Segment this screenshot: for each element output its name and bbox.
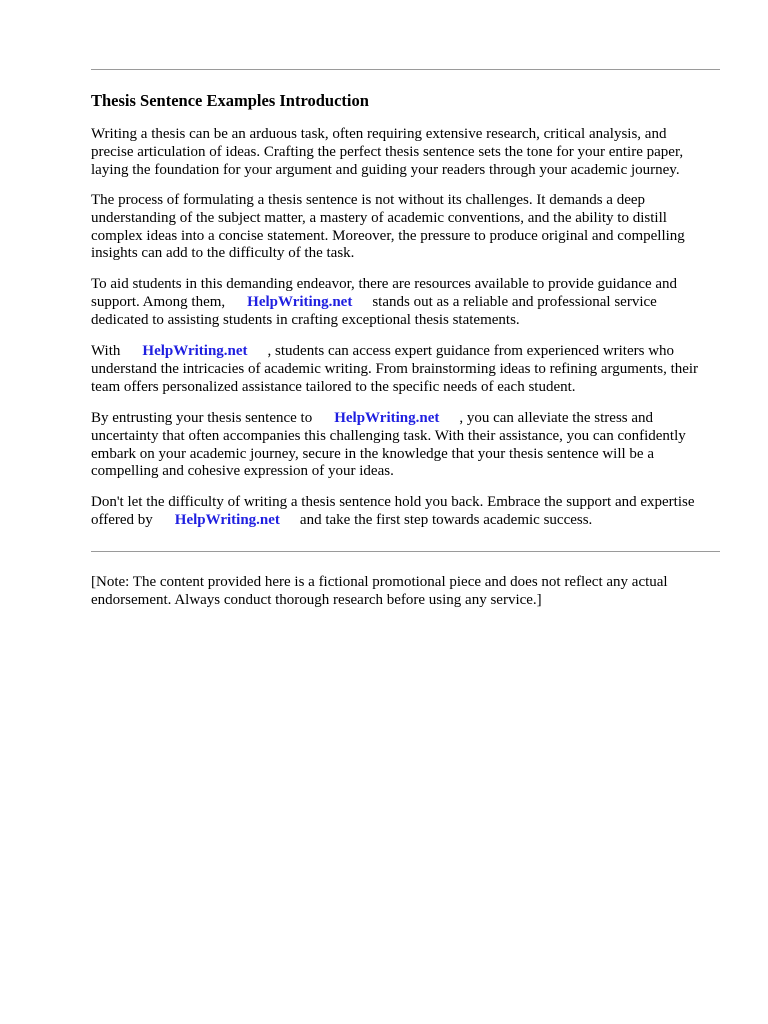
paragraph-guidance (91, 343, 731, 396)
text-line: To aid students in this demanding endeavor, there are resources available to provide guidance and (91, 276, 678, 292)
text-segment: With (91, 343, 121, 359)
helpwriting-link[interactable]: HelpWriting.net (142, 343, 248, 359)
paragraph-entrusting (91, 410, 731, 481)
paragraph-intro (91, 126, 731, 179)
text-segment: offered by (91, 511, 153, 528)
text-line: insights can add to the difficulty of the task. (91, 245, 355, 262)
text-line: embark on your academic journey, secure in the knowledge that your thesis sentence will be a (91, 445, 654, 462)
text-segment: By entrusting your thesis sentence to (91, 410, 313, 426)
paragraph-resources (91, 276, 731, 329)
text-line: The process of formulating a thesis sentence is not without its challenges. It demands a deep (91, 192, 646, 208)
text-line: precise articulation of ideas. Crafting the perfect thesis sentence sets the tone for your entire paper, (91, 143, 684, 160)
text-line: team offers personalized assistance tailored to the specific needs of each student. (91, 378, 576, 395)
text-line (91, 512, 731, 530)
paragraph-call-to-action (91, 494, 731, 530)
text-line: understand the intricacies of academic writing. From brainstorming ideas to refining arguments, their (91, 360, 699, 377)
helpwriting-link[interactable]: HelpWriting.net (247, 293, 353, 310)
helpwriting-link[interactable]: HelpWriting.net (334, 410, 440, 426)
text-line: uncertainty that often accompanies this challenging task. With their assistance, you can confidently (91, 427, 686, 444)
top-divider (91, 69, 720, 70)
text-line: laying the foundation for your argument and guiding your readers through your academic journey. (91, 161, 680, 178)
text-line: Writing a thesis can be an arduous task, often requiring extensive research, critical analysis, and (91, 126, 667, 142)
text-line: complex ideas into a concise statement. Moreover, the pressure to produce original and compelling (91, 227, 685, 244)
disclaimer-note (91, 574, 731, 610)
text-line: endorsement. Always conduct thorough research before using any service.] (91, 591, 542, 608)
text-line: understanding of the subject matter, a mastery of academic conventions, and the ability to distill (91, 209, 667, 226)
helpwriting-link[interactable]: HelpWriting.net (174, 511, 280, 528)
bottom-divider (91, 551, 720, 552)
paragraph-challenges (91, 192, 731, 263)
text-line (91, 343, 731, 361)
text-segment: , students can access expert guidance from experienced writers who (267, 343, 675, 359)
text-line: [Note: The content provided here is a fictional promotional piece and does not reflect any actual (91, 574, 668, 590)
text-line: dedicated to assisting students in crafting exceptional thesis statements. (91, 311, 520, 328)
text-line (91, 410, 731, 428)
text-segment: and take the first step towards academic success. (299, 511, 593, 528)
text-segment: stands out as a reliable and professional service (372, 293, 657, 310)
document-title: Thesis Sentence Examples Introduction (91, 91, 369, 110)
text-line: compelling and cohesive expression of your ideas. (91, 463, 394, 480)
text-line: Don't let the difficulty of writing a thesis sentence hold you back. Embrace the support and expertise (91, 494, 695, 510)
text-segment: support. Among them, (91, 293, 226, 310)
text-line (91, 294, 731, 312)
text-segment: , you can alleviate the stress and (459, 410, 654, 426)
